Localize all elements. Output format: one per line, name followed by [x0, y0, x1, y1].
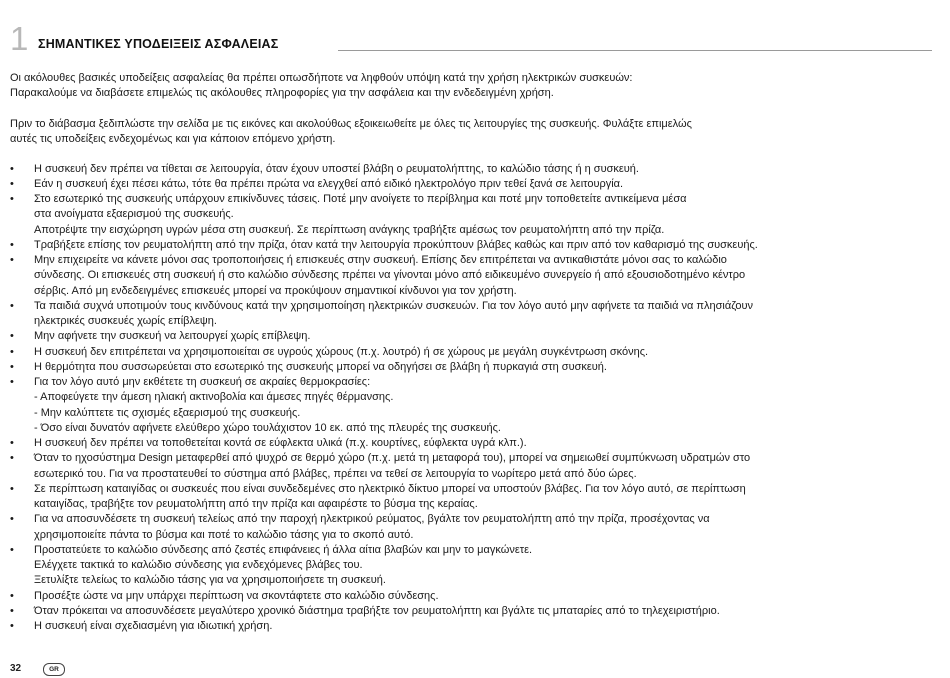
bullet-line: - Αποφεύγετε την άμεση ηλιακή ακτινοβολία και άμεσες πηγές θέρμανσης.	[34, 391, 394, 404]
bullet-line: καταιγίδας, τραβήξτε τον ρευματολήπτη από την πρίζα και αφαιρέστε το βύσμα της κεραίας.	[34, 498, 478, 510]
bullet-item	[10, 375, 938, 436]
intro-line: αυτές τις υποδείξεις ενδεχομένως και για κάποιον επόμενο χρήστη.	[10, 133, 336, 146]
bullet-line: • Στο εσωτερικό της συσκευής υπάρχουν επικίνδυνες τάσεις. Ποτέ μην ανοίγετε το περίβλημα και ποτέ μην τοποθετείτε αντικείμενα μέσα	[34, 193, 687, 205]
bullet-line: • Τραβήξετε επίσης τον ρευματολήπτη από την πρίζα, όταν κατά την λειτουργία προκύπτουν βλάβες καθώς και πριν από τον καθαρισμό της συσκευής.	[34, 238, 758, 251]
bullet-line: • Μην επιχειρείτε να κάνετε μόνοι σας τροποποιήσεις ή επισκευές στην συσκευή. Επίσης δεν επιτρέπεται να αντικαθιστάτε μόνοι σας το καλώδιο	[34, 254, 727, 266]
bullet-line: σύνδεσης. Οι επισκευές στη συσκευή ή στο καλώδιο σύνδεσης πρέπει να γίνονται μόνο από ειδικευμένο συνεργείο ή από εξουσιοδοτημένο κέντρο	[34, 269, 746, 282]
bullet-line: • Μην αφήνετε την συσκευή να λειτουργεί χωρίς επίβλεψη.	[34, 330, 311, 343]
bullet-item	[10, 360, 938, 375]
bullet-line: χρησιμοποιείτε πάντα το βύσμα και ποτέ το καλώδιο τάσης για το σκοπό αυτό.	[34, 528, 414, 541]
intro-line: Οι ακόλουθες βασικές υποδείξεις ασφαλείας θα πρέπει οπωσδήποτε να ληφθούν υπόψη κατά την χρήση ηλεκτρικών συσκευών:	[10, 72, 633, 84]
bullet-line: Ξετυλίξτε τελείως το καλώδιο τάσης για να χρησιμοποιήσετε τη συσκευή.	[34, 574, 386, 587]
bullet-item	[10, 512, 938, 543]
bullet-line: σέρβις. Από μη ενδεδειγμένες επισκευές μπορεί να προκύψουν σημαντικοί κίνδυνοι για τον χρήστη.	[34, 284, 517, 297]
bullet-item	[10, 192, 938, 238]
bullet-line: • Προσέξτε ώστε να μην υπάρχει περίπτωση να σκοντάφτετε στο καλώδιο σύνδεσης.	[34, 589, 439, 602]
intro-line: Πριν το διάβασμα ξεδιπλώστε την σελίδα με τις εικόνες και ακολούθως εξοικειωθείτε με όλες τις λειτουργίες της συσκευής. Φυλάξτε επιμελώς	[10, 118, 692, 130]
bullet-item	[10, 238, 938, 253]
bullet-item	[10, 253, 938, 299]
bullet-line: • Η θερμότητα που συσσωρεύεται στο εσωτερικό της συσκευής μπορεί να οδηγήσει σε βλάβη ή πυρκαγιά στη συσκευή.	[34, 360, 607, 373]
page-number: 32	[10, 663, 22, 674]
bullet-line: • Η συσκευή δεν επιτρέπεται να χρησιμοποιείται σε υγρούς χώρους (π.χ. λουτρό) ή σε χώρους με μεγάλη συγκέντρωση σκόνης.	[34, 345, 649, 358]
header-divider	[338, 50, 932, 51]
bullet-item	[10, 543, 938, 589]
bullet-item	[10, 619, 938, 634]
bullet-item	[10, 451, 938, 482]
bullet-item	[10, 589, 938, 604]
section-title: ΣΗΜΑΝΤΙΚΕΣ ΥΠΟΔΕΙΞΕΙΣ ΑΣΦΑΛΕΙΑΣ	[38, 37, 279, 51]
bullet-line: - Όσο είναι δυνατόν αφήνετε ελεύθερο χώρο τουλάχιστον 10 εκ. από της πλευρές της συσκευής.	[34, 421, 501, 434]
bullet-line: • Προστατεύετε το καλώδιο σύνδεσης από ζεστές επιφάνειες ή άλλα αίτια βλαβών και μην το μαγκώνετε.	[34, 543, 533, 556]
section-header	[10, 22, 932, 56]
bullet-item	[10, 345, 938, 360]
bullet-item	[10, 436, 938, 451]
bullet-line: • Όταν το ηχοσύστημα Design μεταφερθεί από ψυχρό σε θερμό χώρο (π.χ. μετά τη μεταφορά του), μπορεί να σημειωθεί συμπύκνωση υδρατμών στο	[34, 452, 751, 465]
bullet-line: στα ανοίγματα εξαερισμού της συσκευής.	[34, 208, 234, 221]
chapter-number: 1	[10, 20, 29, 57]
bullet-line: • Η συσκευή είναι σχεδιασμένη για ιδιωτική χρήση.	[34, 620, 273, 632]
intro-line: Παρακαλούμε να διαβάσετε επιμελώς τις ακόλουθες πληροφορίες για την ασφάλεια και την ενδεδειγμένη χρήση.	[10, 87, 554, 100]
bullet-line: - Μην καλύπτετε τις σχισμές εξαερισμού της συσκευής.	[34, 406, 301, 419]
bullet-item	[10, 299, 938, 330]
bullet-item	[10, 604, 938, 619]
bullet-line: • Η συσκευή δεν πρέπει να τοποθετείται κοντά σε εύφλεκτα υλικά (π.χ. κουρτίνες, εύφλεκτα υγρά κλπ.).	[34, 437, 527, 449]
bullet-item	[10, 482, 938, 513]
bullet-line: • Τα παιδιά συχνά υποτιμούν τους κινδύνους κατά την χρησιμοποίηση ηλεκτρικών συσκευών. Για τον λόγο αυτό μην αφήνετε τα παιδιά να πλησιάζουν	[34, 299, 753, 312]
bullet-line: εσωτερικό του. Για να προστατευθεί το σύστημα από βλάβες, πρέπει να τεθεί σε λειτουργία το νωρίτερο μετά από δύο ώρες.	[34, 467, 637, 480]
bullet-line: Αποτρέψτε την εισχώρηση υγρών μέσα στη συσκευή. Σε περίπτωση ανάγκης τραβήξτε αμέσως τον ρευματολήπτη από την πρίζα.	[34, 223, 665, 236]
bullet-line: • Σε περίπτωση καταιγίδας οι συσκευές που είναι συνδεδεμένες στο ηλεκτρικό δίκτυο μπορεί να υποστούν βλάβες. Για τον λόγο αυτό, σε περίπτωση	[34, 482, 746, 495]
language-badge: GR	[43, 663, 65, 676]
intro-paragraph	[10, 71, 938, 102]
bullet-line: • Η συσκευή δεν πρέπει να τίθεται σε λειτουργία, όταν έχουν υποστεί βλάβη ο ρευματολήπτης, το καλώδιο τάσης ή η συσκευή.	[34, 162, 639, 175]
bullet-line: • Εάν η συσκευή έχει πέσει κάτω, τότε θα πρέπει πρώτα να ελεγχθεί από ειδικό ηλεκτρολόγο πριν τεθεί ξανά σε λειτουργία.	[34, 177, 624, 190]
bullet-line: ηλεκτρικές συσκευές χωρίς επίβλεψη.	[34, 315, 217, 327]
safety-instructions-body	[10, 71, 938, 634]
bullet-item	[10, 162, 938, 177]
bullet-item	[10, 329, 938, 344]
bullet-line: • Για τον λόγο αυτό μην εκθέτετε τη συσκευή σε ακραίες θερμοκρασίες:	[34, 376, 371, 388]
bullet-item	[10, 177, 938, 192]
safety-bullet-list	[10, 162, 938, 635]
intro-paragraph	[10, 117, 938, 148]
bullet-line: • Όταν πρόκειται να αποσυνδέσετε μεγαλύτερο χρονικό διάστημα τραβήξτε τον ρευματολήπτη και βγάλτε τις μπαταρίες από το τηλεχειριστήριο.	[34, 604, 720, 617]
bullet-line: Ελέγχετε τακτικά το καλώδιο σύνδεσης για ενδεχόμενες βλάβες του.	[34, 559, 363, 571]
bullet-line: • Για να αποσυνδέσετε τη συσκευή τελείως από την παροχή ηλεκτρικού ρεύματος, βγάλτε τον ρευματολήπτη από την πρίζα, προσέχοντας να	[34, 513, 710, 526]
